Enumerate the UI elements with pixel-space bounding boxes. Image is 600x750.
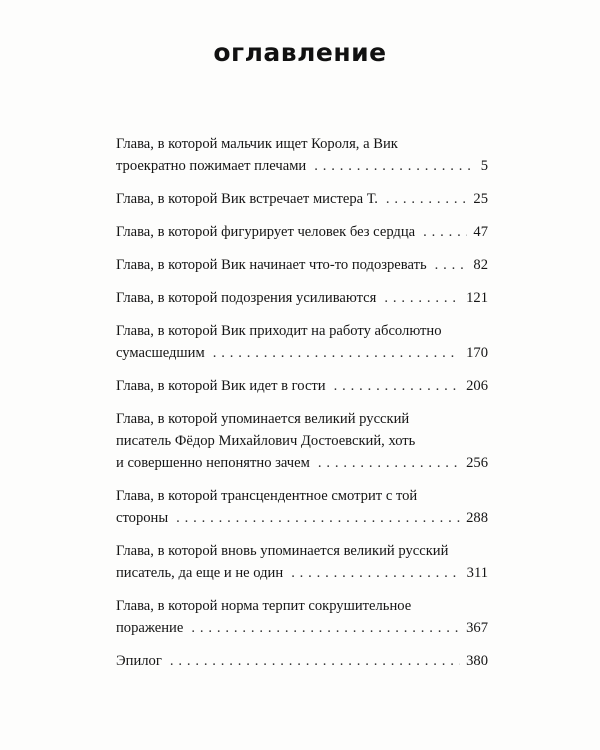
- dot-leader: [334, 375, 461, 397]
- toc-entry-last-line: [116, 507, 488, 529]
- toc-entry-title-line: Глава, в которой вновь упоминается великий русский: [116, 543, 449, 559]
- dot-leader: [176, 507, 460, 529]
- toc-entry-title-end: Глава, в которой Вик встречает мистера Т.: [116, 191, 378, 207]
- toc-entry-last-line: [116, 188, 488, 210]
- toc-entry: [116, 408, 488, 474]
- dot-leader: [423, 221, 467, 243]
- toc-page-number: 25: [473, 191, 488, 207]
- toc-list: [116, 133, 488, 683]
- toc-entry-title-line: Глава, в которой норма терпит сокрушительное: [116, 598, 412, 614]
- dot-leader: [314, 155, 474, 177]
- toc-entry-title-end: Глава, в которой Вик начинает что-то подозревать: [116, 257, 427, 273]
- toc-entry-title-end: и совершенно непонятно зачем: [116, 455, 310, 471]
- toc-entry-title-end: писатель, да еще и не один: [116, 565, 284, 581]
- toc-entry-title-end: стороны: [116, 510, 169, 526]
- toc-page-number: 256: [466, 455, 488, 471]
- toc-entry-last-line: [116, 342, 488, 364]
- toc-page-number: 47: [473, 224, 488, 240]
- toc-entry-title-line: писатель Фёдор Михайлович Достоевский, хоть: [116, 433, 416, 449]
- toc-entry-title-end: троекратно пожимает плечами: [116, 158, 307, 174]
- toc-entry: [116, 650, 488, 672]
- dot-leader: [435, 254, 468, 276]
- toc-entry-title-line: Глава, в которой мальчик ищет Короля, а Вик: [116, 136, 398, 152]
- toc-entry: [116, 254, 488, 276]
- toc-entry-last-line: [116, 452, 488, 474]
- toc-entry: [116, 287, 488, 309]
- toc-page-number: 367: [466, 620, 488, 636]
- toc-entry-title-end: поражение: [116, 620, 184, 636]
- dot-leader: [170, 650, 460, 672]
- dot-leader: [291, 562, 460, 584]
- toc-entry: [116, 188, 488, 210]
- toc-page-number: 121: [466, 290, 488, 306]
- toc-entry: [116, 320, 488, 364]
- toc-entry-title-end: сумасшедшим: [116, 345, 205, 361]
- toc-entry-title-line: Глава, в которой упоминается великий русский: [116, 411, 410, 427]
- toc-page-number: 170: [466, 345, 488, 361]
- toc-entry-title-end: Глава, в которой подозрения усиливаются: [116, 290, 377, 306]
- dot-leader: [213, 342, 460, 364]
- dot-leader: [384, 287, 460, 309]
- toc-entry: [116, 485, 488, 529]
- toc-entry-last-line: [116, 375, 488, 397]
- toc-entry-title-line: Глава, в которой Вик приходит на работу абсолютно: [116, 323, 442, 339]
- toc-entry-last-line: [116, 650, 488, 672]
- toc-entry-last-line: [116, 254, 488, 276]
- toc-entry: [116, 540, 488, 584]
- toc-page-number: 206: [466, 378, 488, 394]
- toc-entry-last-line: [116, 221, 488, 243]
- toc-heading: оглавление: [213, 38, 387, 67]
- toc-entry-last-line: [116, 617, 488, 639]
- toc-entry-title-line: Глава, в которой трансцендентное смотрит с той: [116, 488, 418, 504]
- toc-entry: [116, 133, 488, 177]
- toc-entry-last-line: [116, 155, 488, 177]
- toc-page-number: 82: [473, 257, 488, 273]
- toc-entry-last-line: [116, 287, 488, 309]
- toc-entry-title-end: Глава, в которой Вик идет в гости: [116, 378, 326, 394]
- toc-page-number: 5: [480, 158, 488, 174]
- toc-entry: [116, 375, 488, 397]
- toc-page-number: 288: [466, 510, 488, 526]
- dot-leader: [386, 188, 468, 210]
- dot-leader: [318, 452, 460, 474]
- toc-entry: [116, 221, 488, 243]
- toc-entry-last-line: [116, 562, 488, 584]
- dot-leader: [191, 617, 460, 639]
- toc-page-number: 380: [466, 653, 488, 669]
- toc-entry-title-end: Эпилог: [116, 653, 162, 669]
- toc-entry: [116, 595, 488, 639]
- toc-entry-title-end: Глава, в которой фигурирует человек без сердца: [116, 224, 416, 240]
- toc-page-number: 311: [466, 565, 488, 581]
